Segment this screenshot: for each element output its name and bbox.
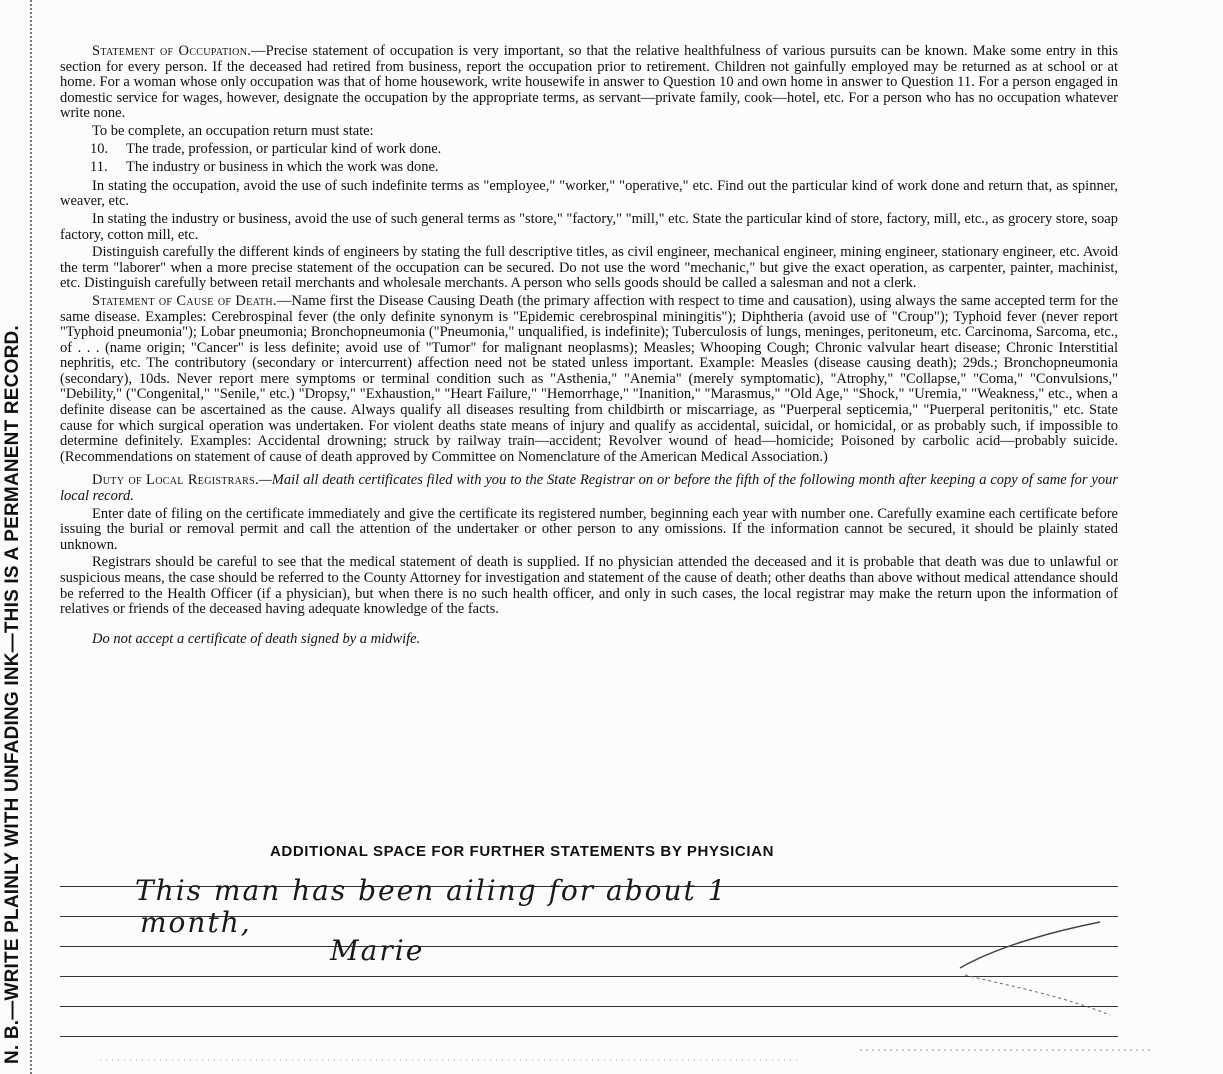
item-text: The trade, profession, or particular kind of work done. [126, 140, 442, 157]
medical-statement-paragraph: Registrars should be careful to see that the medical statement of death is supplied. If no physician attended the deceased and it is probable that death was due to unlawful or suspicious means, the case should be referred to the County Attorney for investigation and statement of the cause of death; other deaths than above without medical attendance should be referred to the Health Officer (if a physician), but when there is no such health officer, and only in such cases, the local registrar may make the return upon the information of relatives or friends of the deceased having adequate knowledge of the facts. [60, 554, 1118, 618]
midwife-warning [60, 632, 1118, 648]
writing-line-5 [60, 1006, 1118, 1007]
registrars-heading: Duty of Local Registrars. [92, 472, 259, 489]
item-text: The industry or business in which the work was done. [126, 159, 439, 176]
margin-strip [0, 0, 34, 1074]
industry-terms-paragraph: In stating the industry or business, avoid the use of such general terms as "store," "factory," "mill," etc. State the particular kind of store, factory, mill, etc., as grocery store, soap factory, cotton mill, etc. [60, 210, 1118, 243]
instructions-body [60, 44, 1118, 649]
cause-text: —Name first the Disease Causing Death (the primary affection with respect to time and causation), using always the same accepted term for the same disease. Examples: Cerebrospinal fever (the only definite synonym is "Epidemic cerebrospinal miningitis"); Diphtheria (avoid use of "Croup"); Typhoid fever (never report "Typhoid pneumonia"); Lobar pneumonia; Bronchopneumonia ("Pneumonia," unqualified, is indefinite); Tuberculosis of lungs, meninges, peritoneum, etc. Carcinoma, Sarcoma, etc., of . . . (name origin; "Cancer" is less definite; avoid use of "Tumor" for malignant neoplasms); Measles; Whooping Cough; Chronic valvular heart disease; Chronic Interstitial nephritis, etc. The contributory (secondary or intercurrent) affection need not be stated unless important. Example: Measles (disease causing death); 29ds.; Bronchopneumonia (secondary), 10ds. Never report mere symptoms or terminal condition such as "Asthenia," "Anemia" (merely symptomatic), "Atrophy," "Collapse," "Coma," "Convulsions," "Debility," ("Congenital," "Senile," etc.) "Dropsy," "Exhaustion," "Heart Failure," "Hemorrhage," "Inanition," "Marasmus," "Old Age," "Shock," "Uremia," "Weakness," etc., when a definite disease can be ascertained as the cause. Always qualify all diseases resulting from childbirth or miscarriage, as "Puerperal septicemia," "Puerperal peritonitis," etc. State cause for which surgical operation was undertaken. For violent deaths state means of injury and qualify as accidental, suicidal, or homicidal, or as probably such, if impossible to determine definitely. Examples: Accidental drowning; struck by railway train—accident; Revolver wound of head—homicide; Poisoned by carbolic acid—probably suicide. (Recommendations on statement of cause of death approved by Committee on Nomenclature of the American Medical Association.) [60, 292, 1119, 465]
midwife-warning-text: Do not accept a certificate of death signed by a midwife. [92, 630, 421, 647]
physician-signature: Marie [330, 934, 425, 967]
cause-heading: Statement of Cause of Death. [92, 292, 277, 309]
item-number: 11. [90, 159, 108, 176]
occupation-text: —Precise statement of occupation is very important, so that the relative healthfulness of various pursuits can be known. Make some entry in this section for every person. If the deceased had retired from business, report the occupation prior to retirement. Children not gainfully employed may be returned as at school or at home. For a woman whose only occupation was that of home housework, write housewife in answer to Question 10 and own home in answer to Question 11. For a person engaged in domestic service for wages, however, designate the occupation by the appropriate terms, as servant—private family, cook—hotel, etc. For a person who has no occupation whatever write none. [60, 43, 1118, 122]
occupation-paragraph [60, 44, 1118, 122]
physician-handwriting-line-1: This man has been ailing for about 1 [135, 874, 728, 907]
occupation-heading: Statement of Occupation. [92, 43, 252, 59]
cause-of-death-paragraph [60, 294, 1118, 466]
writing-line-6 [60, 1036, 1118, 1037]
item-number: 10. [90, 140, 109, 157]
writing-line-3 [60, 946, 1118, 947]
requirement-item-11 [60, 160, 1118, 176]
registrars-text: —Mail all death certificates filed with you to the State Registrar on or before the fifth of the following month after keeping a copy of same for your local record. [60, 472, 1118, 505]
occupation-requirement: To be complete, an occupation return must state: [92, 122, 374, 139]
engineers-paragraph: Distinguish carefully the different kinds of engineers by stating the full descriptive titles, as civil engineer, mechanical engineer, mining engineer, stationary engineer, etc. Avoid the term "laborer" when a more precise statement of the occupation can be secured. Do not use the word "mechanic," but give the exact operation, as carpenter, painter, machinist, etc. Distinguish carefully between retail merchants and wholesale merchants. A person who sells goods should be called a salesman and not a clerk. [60, 244, 1118, 292]
filing-paragraph: Enter date of filing on the certificate immediately and give the certificate its registered number, beginning each year with number one. Carefully examine each certificate before issuing the burial or removal permit and call the attention of the undertaker or other person to any omissions. If the information cannot be secured, it should be plainly stated unknown. [60, 505, 1118, 553]
occupation-terms-paragraph: In stating the occupation, avoid the use of such indefinite terms as "employee," "worker," "operative," etc. Find out the particular kind of work done and return that, as spinner, weaver, etc. [60, 177, 1118, 210]
physician-handwriting-line-2: month, [140, 906, 252, 939]
additional-space-heading: ADDITIONAL SPACE FOR FURTHER STATEMENTS BY PHYSICIAN [270, 843, 774, 860]
permanent-record-notice: N. B.—WRITE PLAINLY WITH UNFADING INK—THIS IS A PERMANENT RECORD. [2, 325, 23, 1064]
requirement-item-10 [60, 142, 1118, 158]
writing-line-4 [60, 976, 1118, 977]
margin-perforation [30, 0, 36, 1074]
registrars-paragraph [60, 473, 1118, 504]
